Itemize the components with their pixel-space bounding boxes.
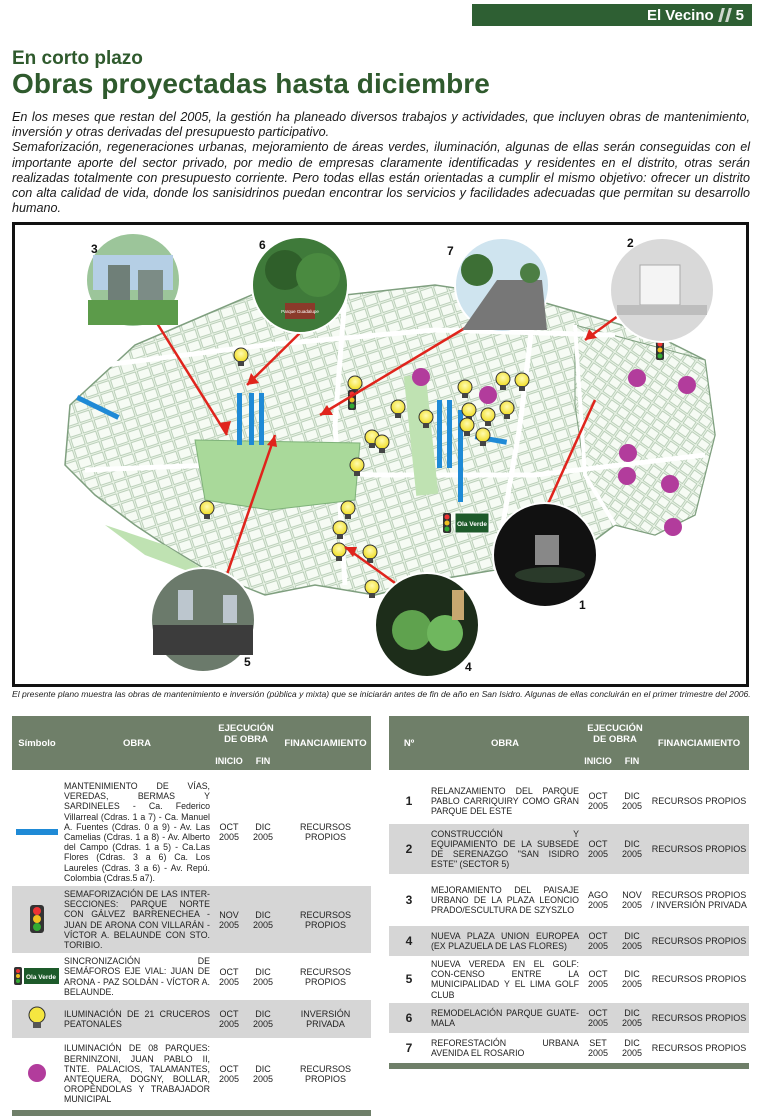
page-title: Obras proyectadas hasta diciembre bbox=[12, 68, 490, 99]
row-financing: RECURSOS PROPIOS bbox=[651, 796, 747, 806]
row-work: ILUMINACIÓN DE 08 PARQUES: BERNINZONI, JUAN PABLO II, TNTE. PALACIOS, TALAMANTES, ANTEQUERA, DOGNY, BOLLAR, OROPÉNDOLAS Y TRABAJADOR MUNICIPAL bbox=[64, 1043, 210, 1105]
row-end: DIC 2005 bbox=[252, 1064, 274, 1085]
row-end: DIC 2005 bbox=[252, 966, 274, 987]
row-end: DIC 2005 bbox=[621, 791, 643, 811]
row-number: 3 bbox=[405, 893, 413, 907]
row-financing: RECURSOS PROPIOS bbox=[280, 886, 371, 953]
photo-7 bbox=[455, 238, 549, 332]
table-row bbox=[389, 1033, 749, 1063]
left-works-table bbox=[12, 716, 371, 1116]
row-number: 2 bbox=[389, 824, 429, 874]
row-work: MANTENIMIENTO DE VÍAS, VEREDAS, BERMAS Y SARDINELES - Ca. Federico Villarreal (Cdras. 1 a 7) - Ca. Manuel A. Fuentes (Cdras. 0 a 9) - Av. Las Camelias (Cdras. 1 a 8) - Av. Alberto del Campo (Cdras. 1 a 5) - Ca.Las Flores (Cdras. 3 a 6) Ca. Los Laureles (Cdras. 3 a 6) - Av. Repú. Colombia (Cdras.5 a7). bbox=[64, 781, 210, 883]
district-map bbox=[12, 222, 749, 687]
row-start: OCT 2005 bbox=[587, 791, 609, 811]
section-name: El Vecino bbox=[646, 6, 714, 24]
col-symbol: Símbolo bbox=[12, 716, 62, 770]
row-start: OCT 2005 bbox=[581, 824, 615, 874]
table-row bbox=[389, 926, 749, 956]
row-start: OCT 2005 bbox=[218, 1064, 240, 1085]
golf-course bbox=[195, 440, 360, 510]
row-work: REFORESTACIÓN URBANA AVENIDA EL ROSARIO bbox=[431, 1037, 579, 1058]
row-start: AGO 2005 bbox=[587, 890, 609, 910]
ola-verde-text: Ola Verde bbox=[457, 521, 487, 528]
col-financing: FINANCIAMIENTO bbox=[649, 716, 749, 770]
row-number: 5 bbox=[405, 972, 413, 987]
intro-text bbox=[12, 110, 750, 216]
row-financing: RECURSOS PROPIOS / INVERSIÓN PRIVADA bbox=[651, 890, 747, 910]
col-execution: EJECUCIÓN DE OBRA bbox=[581, 716, 649, 751]
photo-5 bbox=[151, 568, 255, 672]
photo-label-2: 2 bbox=[627, 236, 634, 250]
row-work: NUEVA VEREDA EN EL GOLF: CON-CENSO ENTRE LA MUNICIPALIDAD Y EL LIMA GOLF CLUB bbox=[431, 959, 579, 1000]
row-work: MEJORAMIENTO DEL PAISAJE URBANO DE LA PLAZA LEONCIO PRADO/ESCULTURA DE SZYSZLO bbox=[431, 884, 579, 916]
row-financing: INVERSIÓN PRIVADA bbox=[280, 1000, 371, 1038]
row-number: 1 bbox=[405, 794, 413, 808]
row-end: DIC 2005 bbox=[246, 1000, 280, 1038]
photo-3 bbox=[86, 233, 180, 327]
blue-line-icon bbox=[16, 829, 58, 835]
photo-4 bbox=[375, 573, 479, 677]
col-work: OBRA bbox=[429, 716, 581, 770]
col-number: Nº bbox=[389, 716, 429, 770]
table-row bbox=[12, 1038, 371, 1110]
col-work: OBRA bbox=[62, 716, 212, 770]
row-number: 6 bbox=[389, 1003, 429, 1033]
row-work: RELANZAMIENTO DEL PARQUE PABLO CARRIQUIRY COMO GRAN PARQUE DEL ESTE bbox=[431, 785, 579, 817]
row-end: DIC 2005 bbox=[246, 886, 280, 953]
row-financing: RECURSOS PROPIOS bbox=[649, 824, 749, 874]
bulb-icon bbox=[27, 1006, 47, 1030]
col-start: INICIO bbox=[212, 751, 246, 770]
table-row bbox=[389, 824, 749, 874]
photo-label-1: 1 bbox=[579, 598, 586, 612]
row-financing: RECURSOS PROPIOS bbox=[651, 974, 747, 985]
col-end: FIN bbox=[246, 751, 280, 770]
row-end: DIC 2005 bbox=[252, 822, 274, 843]
row-financing: RECURSOS PROPIOS bbox=[649, 1003, 749, 1033]
col-start: INICIO bbox=[581, 751, 615, 770]
row-financing: RECURSOS PROPIOS bbox=[649, 926, 749, 956]
map-caption: El presente plano muestra las obras de mantenimiento e inversión (pública y mixta) que se iniciarán antes de fin de año en San Isidro. Algunas de ellas concluirán en el primer trimestre del 2006. bbox=[12, 689, 751, 699]
row-work: CONSTRUCCIÓN Y EQUIPAMIENTO DE LA SUBSEDE DE SERENAZGO "SAN ISIDRO ESTE" (SECTOR 5) bbox=[429, 824, 581, 874]
map-svg bbox=[15, 225, 746, 684]
row-start: OCT 2005 bbox=[581, 926, 615, 956]
photo-label-4: 4 bbox=[465, 660, 472, 674]
photo-label-7: 7 bbox=[447, 244, 454, 258]
table-row bbox=[12, 778, 371, 886]
row-start: OCT 2005 bbox=[581, 1003, 615, 1033]
row-financing: RECURSOS PROPIOS bbox=[299, 966, 351, 987]
row-end: DIC 2005 bbox=[621, 969, 643, 990]
col-execution: EJECUCIÓN DE OBRA bbox=[212, 716, 280, 751]
col-financing: FINANCIAMIENTO bbox=[280, 716, 371, 770]
row-end: DIC 2005 bbox=[615, 824, 649, 874]
row-work: NUEVA PLAZA UNION EUROPEA (EX PLAZUELA DE LAS FLORES) bbox=[429, 926, 581, 956]
photo-label-5: 5 bbox=[244, 655, 251, 669]
table-row bbox=[12, 886, 371, 953]
row-end: DIC 2005 bbox=[621, 1037, 643, 1058]
table-row bbox=[389, 778, 749, 824]
row-work: REMODELACIÓN PARQUE GUATE-MALA bbox=[429, 1003, 581, 1033]
photo-6 bbox=[252, 237, 348, 333]
table-row bbox=[12, 1000, 371, 1038]
row-start: OCT 2005 bbox=[218, 822, 240, 843]
section-header-bar bbox=[472, 4, 752, 26]
intro-paragraph: En los meses que restan del 2005, la gestión ha planeado diversos trabajos y actividades, que incluyen obras de mantenimiento, inversión y otras derivadas del presupuesto participativo. bbox=[12, 110, 750, 140]
ola-verde-sign bbox=[455, 513, 489, 533]
row-work: SEMAFORIZACIÓN DE LAS INTER-SECCIONES: PARQUE NORTE CON GÁLVEZ BARRENECHEA - JUAN DE ARONA CON VILLARÁN - VÍCTOR A. BELAUNDE CON STO. TORIBIO. bbox=[62, 886, 212, 953]
row-end: DIC 2005 bbox=[615, 926, 649, 956]
row-financing: RECURSOS PROPIOS bbox=[651, 1042, 747, 1053]
photo-2 bbox=[610, 238, 714, 342]
photo-1 bbox=[493, 503, 597, 607]
table-row bbox=[389, 1003, 749, 1033]
row-number: 4 bbox=[389, 926, 429, 956]
table-row bbox=[389, 874, 749, 926]
row-work: ILUMINACIÓN DE 21 CRUCEROS PEATONALES bbox=[62, 1000, 212, 1038]
row-end: DIC 2005 bbox=[615, 1003, 649, 1033]
row-start: OCT 2005 bbox=[587, 969, 609, 990]
table-row bbox=[389, 956, 749, 1003]
row-number: 7 bbox=[405, 1040, 413, 1055]
right-works-table bbox=[389, 716, 749, 1069]
ola-verde-icon-text: Ola Verde bbox=[26, 973, 56, 981]
col-end: FIN bbox=[615, 751, 649, 770]
row-start: NOV 2005 bbox=[212, 886, 246, 953]
row-start: OCT 2005 bbox=[212, 1000, 246, 1038]
table-row bbox=[12, 953, 371, 1000]
row-work: SINCRONIZACIÓN DE SEMÁFOROS EJE VIAL: JUAN DE ARONA - PAZ SOLDÁN - VÍCTOR A. BELAUNDE. bbox=[64, 956, 210, 997]
traffic-light-icon bbox=[30, 905, 44, 933]
row-financing: RECURSOS PROPIOS bbox=[299, 822, 351, 843]
row-start: OCT 2005 bbox=[218, 966, 240, 987]
ola-verde-icon bbox=[14, 965, 60, 987]
row-end: NOV 2005 bbox=[621, 890, 643, 910]
photo-label-6: 6 bbox=[259, 238, 266, 252]
row-financing: RECURSOS PROPIOS bbox=[299, 1064, 351, 1085]
intro-paragraph: Semaforización, regeneraciones urbanas, mejoramiento de áreas verdes, iluminación, algunas de ellas serán conseguidas con el importante aporte del sector privado, por medio de empresas claramente identificadas y residentes en el distrito, otras serán realizadas totalmente con presupuesto corriente. Pero todas ellas están orientadas a cumplir el mismo objetivo: ofrecer un distrito con alta calidad de vida, donde los sanisidrinos puedan encontrar los servicios y facilidades adecuadas que permitan su desarrollo humano. bbox=[12, 140, 750, 216]
photo-label-3: 3 bbox=[91, 242, 98, 256]
page-number: 5 bbox=[735, 6, 744, 24]
kicker: En corto plazo bbox=[12, 48, 143, 69]
header-separator bbox=[718, 8, 732, 22]
purple-dot-icon bbox=[28, 1064, 46, 1082]
park-sign-text: Parque Guadalupe bbox=[281, 309, 319, 314]
row-start: SET 2005 bbox=[587, 1037, 609, 1058]
